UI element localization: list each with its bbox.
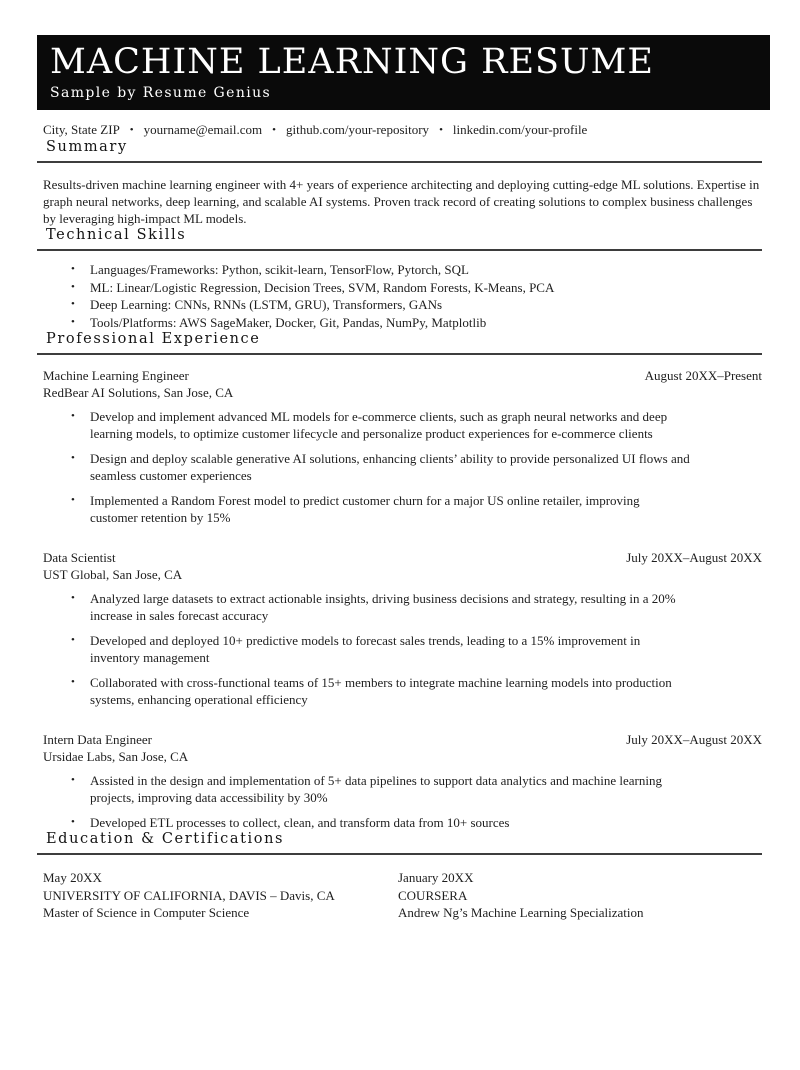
job-bullet	[43, 590, 693, 624]
education-grid	[43, 869, 762, 922]
job-bullet-list	[43, 772, 762, 831]
section-heading-professional-experience: Professional Experience	[37, 331, 762, 355]
job-bullet-text: Developed and deployed 10+ predictive models to forecast sales trends, leading to a 15% improvement in inventory management	[90, 633, 641, 665]
resume-page	[0, 35, 800, 922]
section-heading-education-certifications: Education & Certifications	[37, 831, 762, 855]
job-bullet	[43, 632, 693, 666]
contact-linkedin: linkedin.com/your-profile	[452, 122, 588, 137]
contact-email: yourname@email.com	[143, 122, 263, 137]
contact-line	[43, 121, 763, 139]
contact-location: City, State ZIP	[43, 122, 120, 137]
job-bullet-text: Assisted in the design and implementation of 5+ data pipelines to support data analytics and machine learning projects, improving data accessibility by 30%	[90, 773, 662, 805]
job-bullet-list	[43, 408, 762, 526]
job-title: Intern Data Engineer	[43, 732, 153, 747]
job-bullet	[43, 814, 693, 831]
contact-separator: •	[129, 124, 134, 136]
section-technical-skills	[0, 227, 800, 331]
job-entry-data-scientist	[43, 549, 762, 708]
job-bullet-text: Design and deploy scalable generative AI solutions, enhancing clients’ ability to provide personalized UI flows and seamless customer experiences	[90, 451, 690, 483]
skill-item: • Deep Learning: CNNs, RNNs (LSTM, GRU), Transformers, GANs	[43, 296, 762, 314]
contact-separator: •	[272, 124, 276, 136]
job-head	[43, 731, 762, 748]
job-company: Ursidae Labs, San Jose, CA	[43, 749, 189, 764]
job-entry-intern-data-engineer	[43, 731, 762, 831]
skill-item: • Tools/Platforms: AWS SageMaker, Docker, Git, Pandas, NumPy, Matplotlib	[43, 314, 762, 332]
job-bullet	[43, 408, 693, 442]
education-institution: COURSERA	[398, 887, 468, 903]
skills-list	[43, 261, 762, 331]
education-institution: UNIVERSITY OF CALIFORNIA, DAVIS – Davis, CA	[43, 887, 335, 903]
contact-github: github.com/your-repository	[285, 122, 430, 137]
job-head	[43, 367, 762, 384]
job-bullet-list	[43, 590, 762, 708]
job-bullet	[43, 492, 693, 526]
job-bullet-text: Develop and implement advanced ML models for e-commerce clients, such as graph neural networks and deep learning models, to optimize customer lifecycle and personalize product experiences for e-commerce clients	[90, 409, 668, 441]
section-professional-experience	[0, 331, 800, 831]
contact-separator: •	[439, 124, 443, 136]
job-bullet	[43, 772, 693, 806]
resume-subtitle: Sample by Resume Genius	[50, 85, 272, 101]
job-bullet	[43, 450, 693, 484]
job-title: Data Scientist	[43, 550, 116, 565]
job-company: UST Global, San Jose, CA	[43, 567, 183, 582]
job-head	[43, 549, 762, 566]
job-title: Machine Learning Engineer	[43, 368, 189, 383]
job-bullet-text: Collaborated with cross-functional teams of 15+ members to integrate machine learning models into production systems, enhancing operational efficiency	[90, 675, 672, 707]
job-bullet-text: Implemented a Random Forest model to predict customer churn for a major US online retailer, improving customer retention by 15%	[90, 493, 640, 525]
education-date: January 20XX	[398, 870, 474, 885]
education-date: May 20XX	[43, 870, 102, 885]
section-education-certifications	[0, 831, 800, 922]
section-summary	[0, 139, 800, 227]
job-company: RedBear AI Solutions, San Jose, CA	[43, 385, 234, 400]
job-dates: July 20XX–August 20XX	[626, 732, 762, 747]
section-heading-technical-skills: Technical Skills	[37, 227, 762, 251]
resume-title: MACHINE LEARNING RESUME	[50, 42, 654, 82]
job-dates: August 20XX–Present	[644, 368, 762, 383]
section-heading-summary: Summary	[37, 139, 762, 163]
education-entry-certification	[398, 869, 762, 922]
resume-banner	[37, 35, 770, 110]
job-dates: July 20XX–August 20XX	[626, 550, 762, 565]
education-entry-university	[43, 869, 398, 922]
job-entry-machine-learning-engineer	[43, 367, 762, 526]
summary-text: Results-driven machine learning engineer with 4+ years of experience architecting and deploying cutting-edge ML solutions. Expertise in graph neural networks, deep learning, and scalable AI systems. Proven track record of creating solutions to complex business challenges by leveraging high-impact ML models.	[43, 177, 760, 226]
job-bullet-text: Analyzed large datasets to extract actionable insights, driving business decisions and strategy, resulting in a 20% increase in sales forecast accuracy	[90, 591, 676, 623]
skill-item: • Languages/Frameworks: Python, scikit-learn, TensorFlow, Pytorch, SQL	[43, 261, 762, 279]
education-detail: Andrew Ng’s Machine Learning Specialization	[398, 905, 644, 920]
job-bullet	[43, 674, 693, 708]
job-bullet-text: Developed ETL processes to collect, clean, and transform data from 10+ sources	[90, 815, 510, 830]
education-detail: Master of Science in Computer Science	[43, 905, 250, 920]
skill-item: • ML: Linear/Logistic Regression, Decision Trees, SVM, Random Forests, K-Means, PCA	[43, 279, 762, 297]
